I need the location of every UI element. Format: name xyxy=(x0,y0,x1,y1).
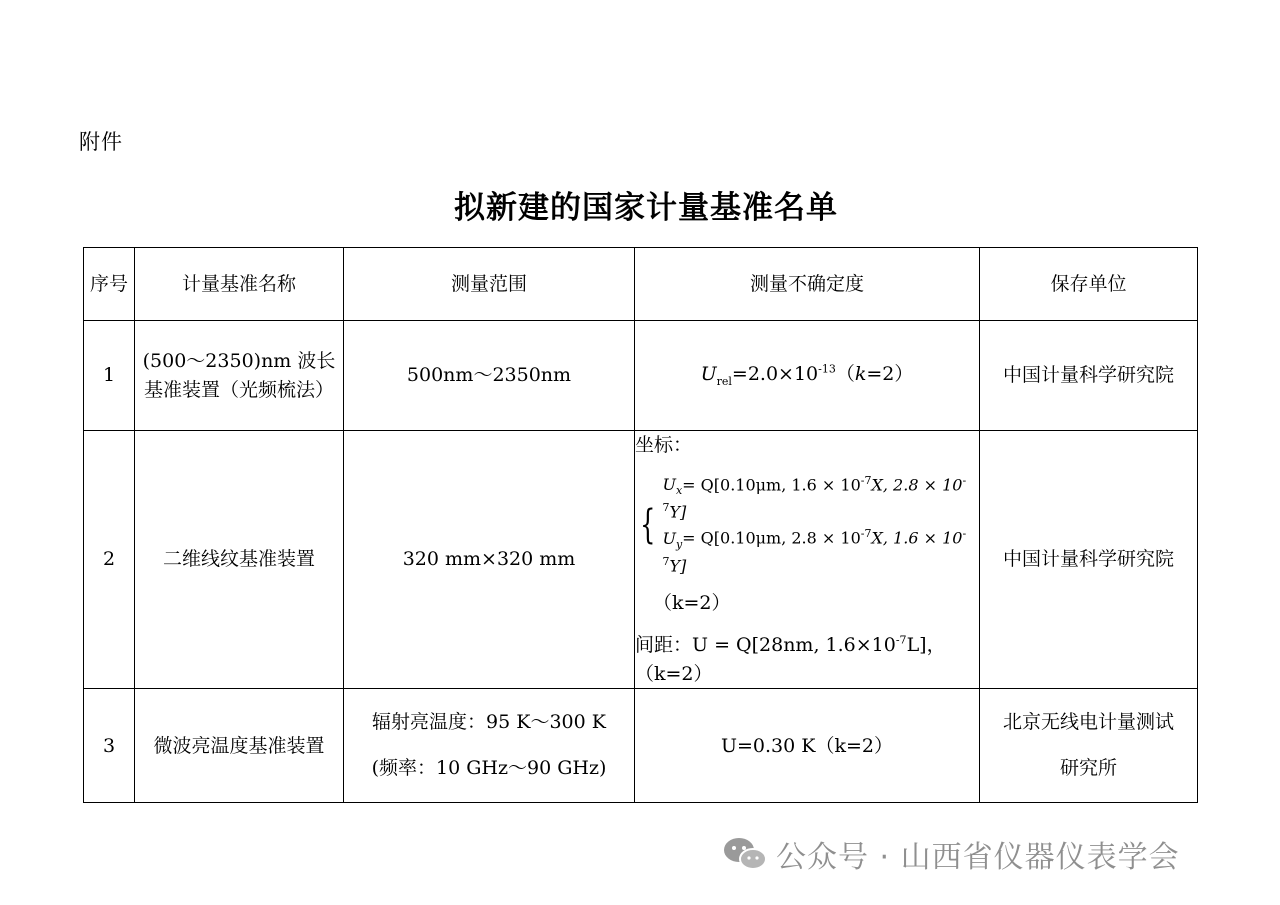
table-row xyxy=(84,431,1198,689)
range-line-2: (频率：10 GHz～90 GHz) xyxy=(371,756,607,779)
unc-value: =2.0×10 xyxy=(731,363,819,386)
header-uncertainty: 测量不确定度 xyxy=(635,248,980,321)
header-range: 测量范围 xyxy=(344,248,635,321)
row-name: (500～2350)nm 波长基准装置（光频梳法） xyxy=(135,321,344,431)
range-line-1: 辐射亮温度：95 K～300 K xyxy=(372,711,606,734)
attachment-label: 附件 xyxy=(79,130,123,154)
unc-k-open: （ xyxy=(835,363,855,386)
watermark xyxy=(722,832,1180,876)
unc-symbol: U xyxy=(700,363,717,386)
header-name: 计量基准名称 xyxy=(135,248,344,321)
wechat-icon xyxy=(722,834,768,874)
unit-line-2: 研究所 xyxy=(1059,756,1117,779)
table-header-row xyxy=(84,248,1198,321)
unit-line-1: 北京无线电计量测试 xyxy=(1002,711,1174,734)
page-title: 拟新建的国家计量基准名单 xyxy=(454,190,838,226)
row-range xyxy=(344,689,635,803)
coord-k: （k=2） xyxy=(653,591,731,614)
row-unit: 中国计量科学研究院 xyxy=(980,431,1198,689)
row-name: 微波亮温度基准装置 xyxy=(135,689,344,803)
unc-k: k xyxy=(854,363,867,386)
unc-subscript: rel xyxy=(716,375,732,389)
row-uncertainty xyxy=(635,321,980,431)
header-seq: 序号 xyxy=(84,248,135,321)
watermark-text: 公众号 · 山西省仪器仪表学会 xyxy=(776,840,1180,875)
row-seq: 1 xyxy=(84,321,135,431)
table-row xyxy=(84,321,1198,431)
row-uncertainty: U=0.30 K（k=2） xyxy=(635,689,980,803)
unc-exponent: -13 xyxy=(818,363,836,377)
coord-label: 坐标： xyxy=(635,434,693,456)
row-seq: 2 xyxy=(84,431,135,689)
row-uncertainty xyxy=(635,431,980,689)
row-unit: 中国计量科学研究院 xyxy=(980,321,1198,431)
eq-uy: $U_y= Q[0.10\mu m$, $2.8 \times 10^{-7}X$, $1.6 \times 10^{-7}Y$] xyxy=(662,527,967,576)
row-name: 二维线纹基准装置 xyxy=(135,431,344,689)
table-row xyxy=(84,689,1198,803)
spacing-line: 间距：U = Q[28nm, $1.6\times 10^{-7}L$]，（k=2） xyxy=(635,634,946,685)
header-unit: 保存单位 xyxy=(980,248,1198,321)
standards-table xyxy=(83,247,1198,803)
row-seq: 3 xyxy=(84,689,135,803)
unc-k-close: =2） xyxy=(866,363,914,386)
row-unit xyxy=(980,689,1198,803)
row-range: 320 mm×320 mm xyxy=(344,431,635,689)
coord-equations xyxy=(635,472,979,579)
brace-icon: { xyxy=(640,502,656,549)
row-range: 500nm～2350nm xyxy=(344,321,635,431)
eq-ux: $U_x= Q[0.10\mu m$, $1.6 \times 10^{-7}X$, $2.8 \times 10^{-7}Y$] xyxy=(662,473,967,522)
